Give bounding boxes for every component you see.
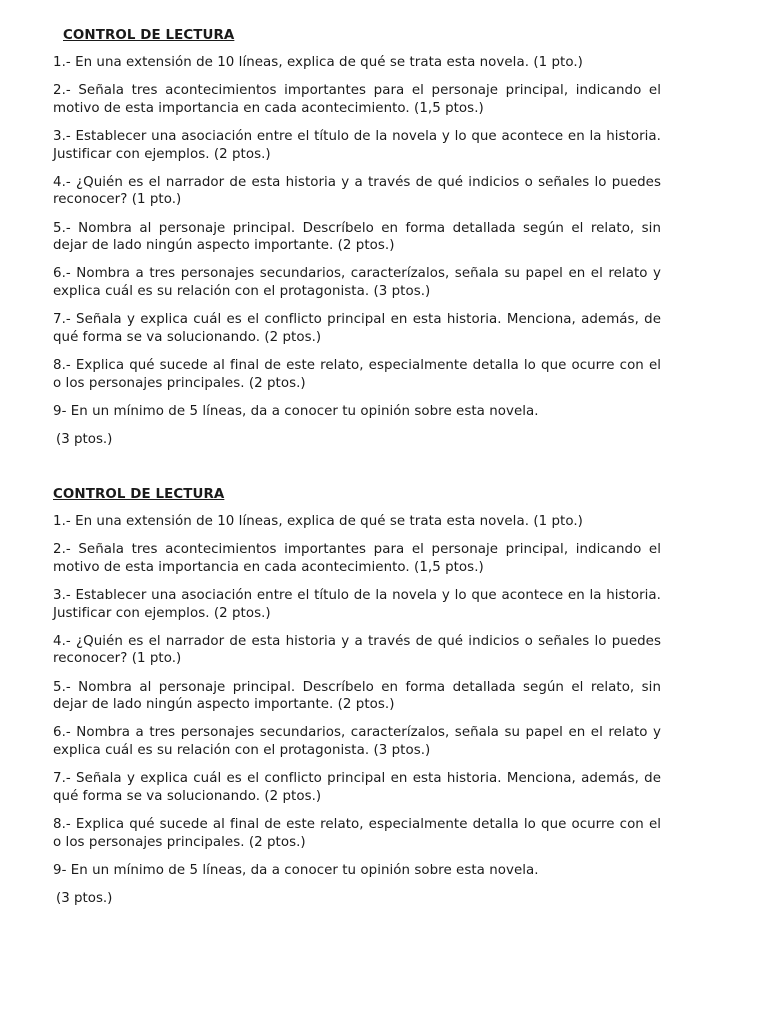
question-8: 8.- Explica qué sucede al final de este relato, especialmente detalla lo que ocurre con el o los personajes principales. (2 ptos.) xyxy=(53,358,661,391)
question-3: 3.- Establecer una asociación entre el título de la novela y lo que acontece en la historia. Justificar con ejemplos. (2 ptos.) xyxy=(53,588,661,621)
question-9-points: (3 ptos.) xyxy=(56,432,113,448)
question-2: 2.- Señala tres acontecimientos importantes para el personaje principal, indicando el motivo de esta importancia en cada acontecimiento. (1,5 ptos.) xyxy=(53,83,661,116)
question-8: 8.- Explica qué sucede al final de este relato, especialmente detalla lo que ocurre con el o los personajes principales. (2 ptos.) xyxy=(53,817,661,850)
question-2: 2.- Señala tres acontecimientos importantes para el personaje principal, indicando el motivo de esta importancia en cada acontecimiento. (1,5 ptos.) xyxy=(53,542,661,575)
question-9: 9- En un mínimo de 5 líneas, da a conocer tu opinión sobre esta novela. xyxy=(53,862,539,878)
question-9: 9- En un mínimo de 5 líneas, da a conocer tu opinión sobre esta novela. xyxy=(53,403,539,419)
question-4: 4.- ¿Quién es el narrador de esta historia y a través de qué indicios o señales lo puedes reconocer? (1 pto.) xyxy=(53,633,661,667)
question-5: 5.- Nombra al personaje principal. Descríbelo en forma detallada según el relato, sin dejar de lado ningún aspecto importante. (2 ptos.) xyxy=(53,220,661,254)
reading-control-block-1 xyxy=(53,27,661,449)
question-6: 6.- Nombra a tres personajes secundarios, caracterízalos, señala su papel en el relato y explica cuál es su relación con el protagonista. (3 ptos.) xyxy=(53,266,661,299)
question-6: 6.- Nombra a tres personajes secundarios, caracterízalos, señala su papel en el relato y explica cuál es su relación con el protagonista. (3 ptos.) xyxy=(53,725,661,758)
question-3: 3.- Establecer una asociación entre el título de la novela y lo que acontece en la historia. Justificar con ejemplos. (2 ptos.) xyxy=(53,129,661,162)
question-7: 7.- Señala y explica cuál es el conflicto principal en esta historia. Menciona, además, de qué forma se va solucionando. (2 ptos.) xyxy=(53,312,661,345)
document-title: CONTROL DE LECTURA xyxy=(63,28,235,43)
question-9-points: (3 ptos.) xyxy=(56,891,113,907)
question-7: 7.- Señala y explica cuál es el conflicto principal en esta historia. Menciona, además, de qué forma se va solucionando. (2 ptos.) xyxy=(53,771,661,804)
question-4: 4.- ¿Quién es el narrador de esta historia y a través de qué indicios o señales lo puedes reconocer? (1 pto.) xyxy=(53,174,661,208)
reading-control-block-2 xyxy=(53,486,661,908)
question-5: 5.- Nombra al personaje principal. Descríbelo en forma detallada según el relato, sin dejar de lado ningún aspecto importante. (2 ptos.) xyxy=(53,679,661,713)
document-title: CONTROL DE LECTURA xyxy=(53,487,225,502)
question-1: 1.- En una extensión de 10 líneas, explica de qué se trata esta novela. (1 pto.) xyxy=(53,55,583,70)
question-1: 1.- En una extensión de 10 líneas, explica de qué se trata esta novela. (1 pto.) xyxy=(53,514,583,529)
